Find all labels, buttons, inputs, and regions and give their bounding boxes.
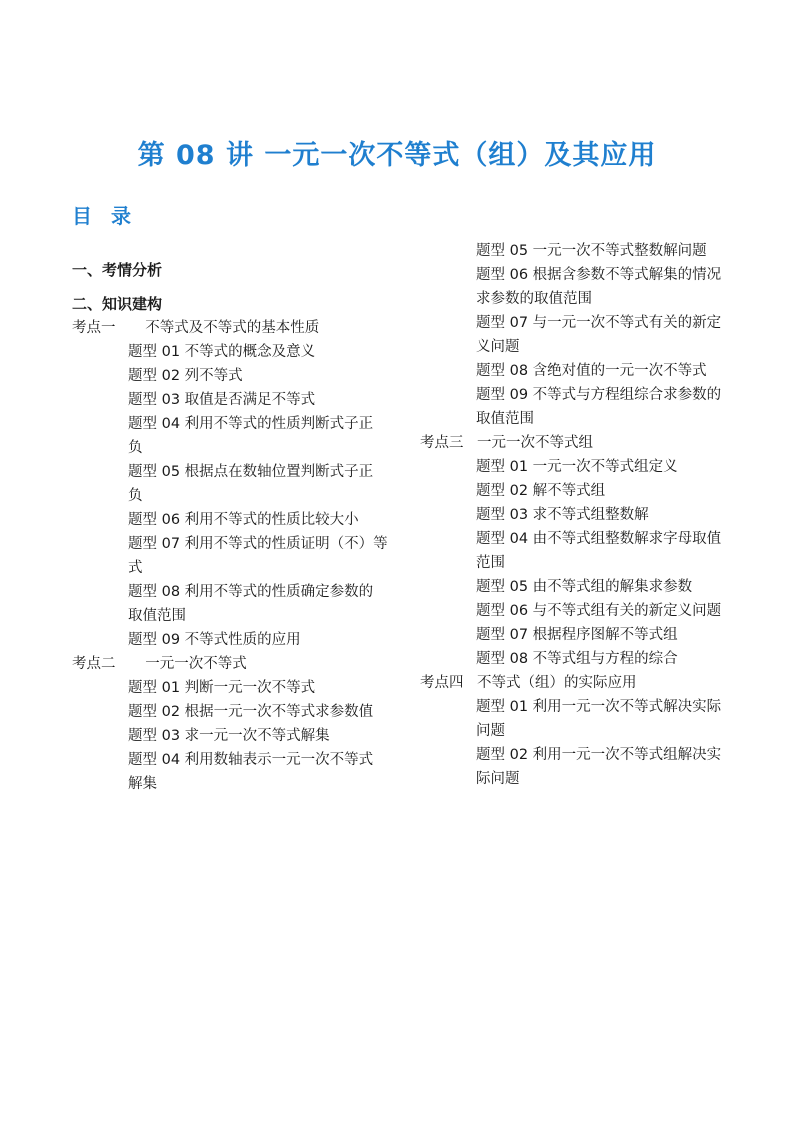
kp2-title: 一元一次不等式: [136, 656, 247, 672]
toc-item[interactable]: 题型 03 求不等式组整数解: [476, 507, 649, 523]
kp4-row[interactable]: [420, 671, 730, 695]
toc-item[interactable]: 题型 06 与不等式组有关的新定义问题: [476, 603, 722, 619]
kp3-items: [420, 455, 730, 671]
kp1-items: [72, 340, 402, 652]
toc-item[interactable]: 题型 03 取值是否满足不等式: [128, 392, 316, 408]
toc-left-column: [72, 258, 402, 796]
toc-item[interactable]: 题型 08 含绝对值的一元一次不等式: [476, 363, 707, 379]
toc-item[interactable]: 题型 04 利用不等式的性质判断式子正负: [128, 416, 374, 456]
kp2-row[interactable]: [72, 652, 402, 676]
kp3-title: 一元一次不等式组: [477, 435, 593, 451]
toc-item[interactable]: 题型 09 不等式性质的应用: [128, 632, 301, 648]
section-exam-analysis[interactable]: 一、考情分析: [72, 261, 163, 279]
kp2-items: [72, 676, 402, 796]
toc-item[interactable]: 题型 02 解不等式组: [476, 483, 606, 499]
page-title: 第 08 讲 一元一次不等式（组）及其应用: [137, 140, 657, 171]
toc-item[interactable]: 题型 01 判断一元一次不等式: [128, 680, 316, 696]
toc-item[interactable]: 题型 07 利用不等式的性质证明（不）等式: [128, 536, 388, 576]
kp4-label: 考点四: [420, 675, 464, 691]
kp3-row[interactable]: [420, 431, 730, 455]
toc-item[interactable]: 题型 06 利用不等式的性质比较大小: [128, 512, 359, 528]
toc-right-column: [420, 239, 730, 791]
toc-item[interactable]: 题型 07 与一元一次不等式有关的新定义问题: [476, 315, 722, 355]
kp1-row[interactable]: [72, 316, 402, 340]
kp4-items: [420, 695, 730, 791]
toc-item[interactable]: 题型 09 不等式与方程组综合求参数的取值范围: [476, 387, 722, 427]
kp2-continued-items: [420, 239, 730, 431]
toc-item[interactable]: 题型 01 一元一次不等式组定义: [476, 459, 678, 475]
toc-item[interactable]: 题型 05 由不等式组的解集求参数: [476, 579, 693, 595]
toc-item[interactable]: 题型 04 由不等式组整数解求字母取值范围: [476, 531, 722, 571]
toc-item[interactable]: 题型 05 一元一次不等式整数解问题: [476, 243, 707, 259]
section-knowledge-structure[interactable]: 二、知识建构: [72, 295, 163, 313]
kp1-title: 不等式及不等式的基本性质: [136, 320, 320, 336]
toc-item[interactable]: 题型 02 利用一元一次不等式组解决实际问题: [476, 747, 722, 787]
toc-item[interactable]: 题型 06 根据含参数不等式解集的情况求参数的取值范围: [476, 267, 722, 307]
toc-item[interactable]: 题型 03 求一元一次不等式解集: [128, 728, 330, 744]
toc-item[interactable]: 题型 08 不等式组与方程的综合: [476, 651, 678, 667]
toc-heading: 目 录: [72, 204, 137, 228]
toc-item[interactable]: 题型 01 不等式的概念及意义: [128, 344, 316, 360]
kp3-label: 考点三: [420, 435, 464, 451]
toc-item[interactable]: 题型 04 利用数轴表示一元一次不等式解集: [128, 752, 374, 792]
toc-item[interactable]: 题型 07 根据程序图解不等式组: [476, 627, 678, 643]
toc-item[interactable]: 题型 02 列不等式: [128, 368, 243, 384]
kp4-title: 不等式（组）的实际应用: [477, 675, 637, 691]
toc-item[interactable]: 题型 08 利用不等式的性质确定参数的取值范围: [128, 584, 374, 624]
toc-item[interactable]: 题型 05 根据点在数轴位置判断式子正负: [128, 464, 374, 504]
toc-item[interactable]: 题型 02 根据一元一次不等式求参数值: [128, 704, 374, 720]
kp1-label: 考点一: [72, 320, 116, 336]
kp2-label: 考点二: [72, 656, 116, 672]
toc-item[interactable]: 题型 01 利用一元一次不等式解决实际问题: [476, 699, 722, 739]
